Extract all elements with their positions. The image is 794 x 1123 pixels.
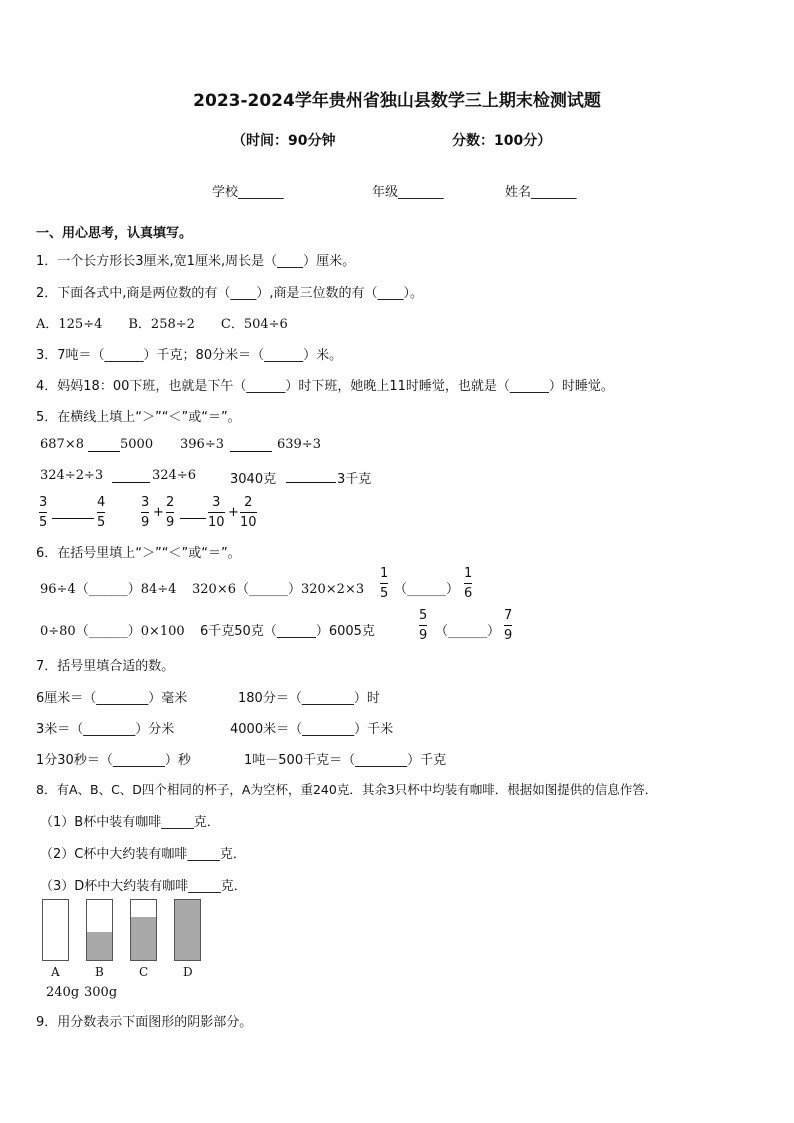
coffee-fill xyxy=(131,917,156,960)
answer-line xyxy=(88,451,120,452)
question-4: 4．妈妈18：00下班，也就是下午（______）时下班，她晚上11时睡觉，也就是（______）时睡觉。 xyxy=(36,379,614,394)
fraction: 1 6 xyxy=(464,566,473,601)
grade-field: 年级_______ xyxy=(372,185,444,200)
question-2: 2．下面各式中,商是两位数的有（____）,商是三位数的有（____）。 xyxy=(36,286,424,301)
question-8: 8．有A、B、C、D四个相同的杯子，A为空杯，重240克．其余3只杯中均装有咖啡．根据如图提供的信息作答． xyxy=(36,782,658,797)
q8-sub-2: （2）C杯中大约装有咖啡_____克． xyxy=(40,847,246,862)
q5-expr: 687×8 xyxy=(40,437,84,452)
coffee-fill xyxy=(175,900,200,960)
school-field: 学校_______ xyxy=(212,185,284,200)
cup-label: C xyxy=(139,965,149,979)
q7-item: 180分＝（________）时 xyxy=(238,691,380,706)
fraction: 2 10 xyxy=(240,495,257,530)
q6-expr: 6千克50克（______）6005克 xyxy=(200,624,375,639)
cup-label: D xyxy=(183,965,193,979)
q7-item: 3米＝（________）分米 xyxy=(36,722,175,737)
question-9: 9．用分数表示下面图形的阴影部分。 xyxy=(36,1015,253,1030)
fraction: 5 9 xyxy=(419,608,428,643)
cup-c xyxy=(130,899,157,961)
answer-line xyxy=(112,482,150,483)
cup-a xyxy=(42,899,69,961)
cup-label: B xyxy=(95,965,104,979)
q6-expr: 320×6（______）320×2×3 xyxy=(192,582,365,597)
question-2-options: A．125÷4 B．258÷2 C．504÷6 xyxy=(36,317,288,332)
answer-line xyxy=(230,451,272,452)
cup-b-weight: 300g xyxy=(84,985,118,1000)
answer-line xyxy=(286,482,336,483)
fraction: 7 9 xyxy=(504,608,513,643)
q5-expr: 396÷3 xyxy=(180,437,224,452)
page-title: 2023-2024学年贵州省独山县数学三上期末检测试题 xyxy=(193,91,601,111)
fraction: 1 5 xyxy=(380,566,389,601)
exam-score: 分数：100分） xyxy=(452,133,552,149)
cup-d xyxy=(174,899,201,961)
q7-item: 1吨－500千克＝（________）千克 xyxy=(244,753,447,768)
plus-sign: + xyxy=(228,505,239,520)
plus-sign: + xyxy=(153,505,164,520)
q6-expr: 96÷4（______）84÷4 xyxy=(40,582,177,597)
answer-line xyxy=(52,518,94,519)
exam-time: （时间：90分钟 xyxy=(232,133,336,149)
q8-sub-3: （3）D杯中大约装有咖啡_____克． xyxy=(40,879,247,894)
q6-expr: 0÷80（______）0×100 xyxy=(40,624,185,639)
q5-expr: 639÷3 xyxy=(277,437,321,452)
q6-blank: （______） xyxy=(394,582,460,597)
coffee-fill xyxy=(87,932,112,960)
cup-label: A xyxy=(51,965,60,979)
fraction: 3 5 xyxy=(39,495,48,530)
q8-sub-1: （1）B杯中装有咖啡_____克． xyxy=(40,815,220,830)
fraction: 3 10 xyxy=(208,495,225,530)
q7-item: 1分30秒＝（________）秒 xyxy=(36,753,191,768)
question-6: 6．在括号里填上“＞”“＜”或“＝”。 xyxy=(36,546,241,561)
q5-expr: 3千克 xyxy=(337,472,372,487)
q5-expr: 324÷6 xyxy=(152,468,196,483)
q5-expr: 324÷2÷3 xyxy=(40,468,104,483)
q5-expr: 3040克 xyxy=(230,472,277,487)
q7-item: 4000米＝（________）千米 xyxy=(230,722,394,737)
name-field: 姓名_______ xyxy=(505,185,577,200)
section-heading: 一、用心思考，认真填写。 xyxy=(36,226,193,241)
q5-expr: 5000 xyxy=(120,437,154,452)
q7-item: 6厘米＝（________）毫米 xyxy=(36,691,188,706)
answer-line xyxy=(180,518,206,519)
question-3: 3．7吨＝（______）千克；80分米＝（______）米。 xyxy=(36,348,343,363)
q6-blank: （______） xyxy=(435,624,501,639)
question-5: 5．在横线上填上“＞”“＜”或“＝”。 xyxy=(36,410,241,425)
fraction: 2 9 xyxy=(166,495,175,530)
question-1: 1．一个长方形长3厘米,宽1厘米,周长是（____）厘米。 xyxy=(36,254,356,269)
cup-b xyxy=(86,899,113,961)
question-7: 7．括号里填合适的数。 xyxy=(36,659,175,674)
fraction: 4 5 xyxy=(97,495,106,530)
fraction: 3 9 xyxy=(141,495,150,530)
cup-a-weight: 240g xyxy=(46,985,80,1000)
